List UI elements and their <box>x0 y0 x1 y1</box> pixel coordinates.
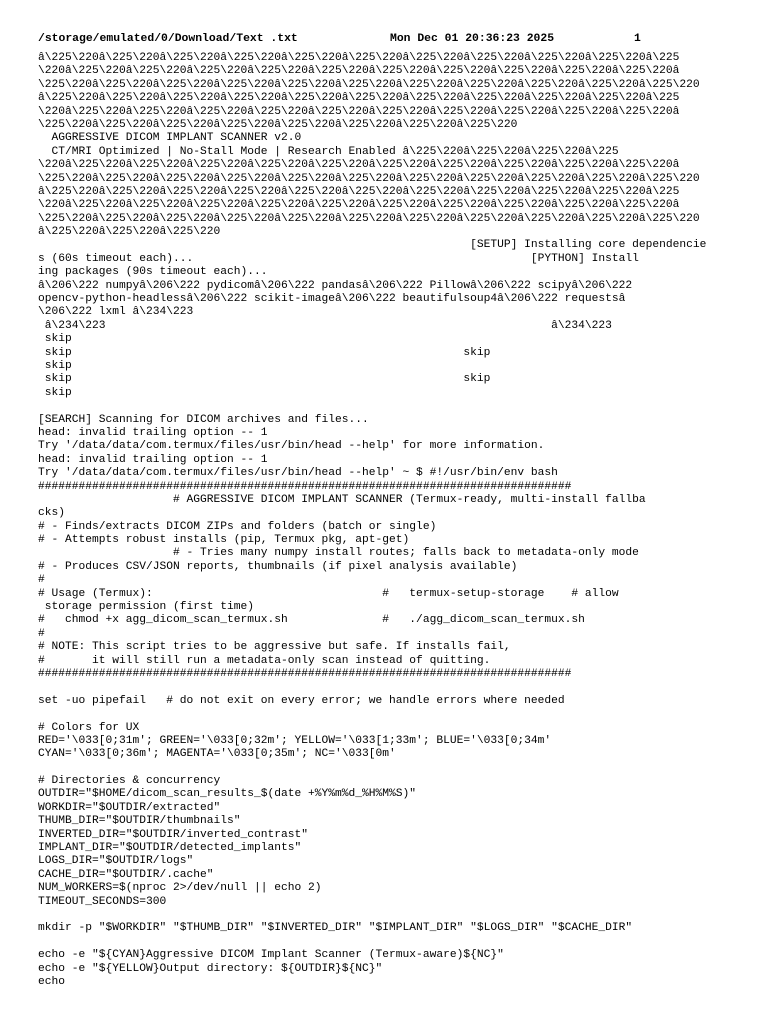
text-line: \206\222 lxml â\234\223 <box>38 306 194 319</box>
text-line: â\206\222 numpyâ\206\222 pydicomâ\206\222 pandasâ\206\222 Pillowâ\206\222 scipyâ\206\222 <box>38 279 633 292</box>
text-line: \220â\225\220â\225\220â\225\220â\225\220â\225\220â\225\220â\225\220â\225\220â\225\220â\225\220â <box>38 199 680 212</box>
text-line: CT/MRI Optimized | No-Stall Mode | Research Enabled â\225\220â\225\220â\225\220â\225 <box>38 145 619 158</box>
text-line: \220â\225\220â\225\220â\225\220â\225\220â\225\220â\225\220â\225\220â\225\220â\225\220â\225\220â <box>38 65 680 78</box>
text-line: INVERTED_DIR="$OUTDIR/inverted_contrast" <box>38 828 309 841</box>
text-line: head: invalid trailing option -- 1 <box>38 426 268 439</box>
text-line: IMPLANT_DIR="$OUTDIR/detected_implants" <box>38 842 302 855</box>
page-header <box>38 31 738 47</box>
text-line <box>38 400 706 413</box>
text-line: # - Attempts robust installs (pip, Termux pkg, apt-get) <box>38 534 410 547</box>
text-line: CYAN='\033[0;36m'; MAGENTA='\033[0;35m'; NC='\033[0m' <box>38 748 396 761</box>
text-line: OUTDIR="$HOME/dicom_scan_results_$(date +%Y%m%d_%H%M%S)" <box>38 788 417 801</box>
text-line: â\225\220â\225\220â\225\220â\225\220â\225\220â\225\220â\225\220â\225\220â\225\220â\225\220â\225 <box>38 185 680 198</box>
text-line: # <box>38 627 45 640</box>
text-line: \225\220â\225\220â\225\220â\225\220â\225\220â\225\220â\225\220â\225\220â\225\220â\225\220â\225\220 <box>38 212 700 225</box>
text-line: s (60s timeout each)... [PYTHON] Install <box>38 252 639 265</box>
text-line: # AGGRESSIVE DICOM IMPLANT SCANNER (Termux-ready, multi-install fallba <box>38 493 646 506</box>
text-line: Try '/data/data/com.termux/files/usr/bin/head --help' for more information. <box>38 440 545 453</box>
file-path: /storage/emulated/0/Download/Text .txt <box>38 33 298 45</box>
text-line <box>38 936 706 949</box>
text-line <box>38 681 706 694</box>
text-line: skip <box>38 333 72 346</box>
page-number: 1 <box>634 33 641 45</box>
text-line: AGGRESSIVE DICOM IMPLANT SCANNER v2.0 <box>38 132 302 145</box>
text-line: ing packages (90s timeout each)... <box>38 266 268 279</box>
text-line: # it will still run a metadata-only scan instead of quitting. <box>38 654 491 667</box>
text-line: head: invalid trailing option -- 1 <box>38 453 268 466</box>
text-line: # Directories & concurrency <box>38 775 221 788</box>
text-line: # - Finds/extracts DICOM ZIPs and folders (batch or single) <box>38 520 437 533</box>
text-line: Try '/data/data/com.termux/files/usr/bin/head --help' ~ $ #!/usr/bin/env bash <box>38 467 558 480</box>
text-line: # <box>38 574 45 587</box>
text-line: â\234\223 â\234\223 <box>38 319 612 332</box>
text-line: THUMB_DIR="$OUTDIR/thumbnails" <box>38 815 241 828</box>
text-line: echo -e "${CYAN}Aggressive DICOM Implant Scanner (Termux-aware)${NC}" <box>38 949 504 962</box>
text-line: # NOTE: This script tries to be aggressive but safe. If installs fail, <box>38 641 511 654</box>
text-line: ############################################################################### <box>38 667 572 680</box>
text-line: cks) <box>38 507 66 520</box>
text-line: [SEARCH] Scanning for DICOM archives and files... <box>38 413 369 426</box>
text-line: # Usage (Termux): # termux-setup-storage # allow <box>38 587 619 600</box>
text-line <box>38 708 706 721</box>
text-line: # - Tries many numpy install routes; falls back to metadata-only mode <box>38 547 639 560</box>
text-line: RED='\033[0;31m'; GREEN='\033[0;32m'; YELLOW='\033[1;33m'; BLUE='\033[0;34m' <box>38 734 552 747</box>
text-line: \225\220â\225\220â\225\220â\225\220â\225\220â\225\220â\225\220â\225\220 <box>38 118 518 131</box>
text-line: set -uo pipefail # do not exit on every error; we handle errors where needed <box>38 694 565 707</box>
text-line <box>38 909 706 922</box>
text-line: ############################################################################### <box>38 480 572 493</box>
text-line: skip skip <box>38 346 491 359</box>
text-line: echo <box>38 975 66 988</box>
text-line: TIMEOUT_SECONDS=300 <box>38 895 167 908</box>
text-line: \225\220â\225\220â\225\220â\225\220â\225\220â\225\220â\225\220â\225\220â\225\220â\225\220â\225\220 <box>38 172 700 185</box>
text-line: \225\220â\225\220â\225\220â\225\220â\225\220â\225\220â\225\220â\225\220â\225\220â\225\220â\225\220 <box>38 78 700 91</box>
text-line: # chmod +x agg_dicom_scan_termux.sh # ./agg_dicom_scan_termux.sh <box>38 614 585 627</box>
text-line: NUM_WORKERS=$(nproc 2>/dev/null || echo 2) <box>38 882 322 895</box>
text-line: # Colors for UX <box>38 721 140 734</box>
text-line: \220â\225\220â\225\220â\225\220â\225\220â\225\220â\225\220â\225\220â\225\220â\225\220â\225\220â <box>38 159 680 172</box>
text-line: skip skip <box>38 373 491 386</box>
text-line: skip <box>38 359 72 372</box>
text-line: skip <box>38 386 72 399</box>
text-line: â\225\220â\225\220â\225\220â\225\220â\225\220â\225\220â\225\220â\225\220â\225\220â\225\220â\225 <box>38 92 680 105</box>
text-line: â\225\220â\225\220â\225\220 <box>38 226 221 239</box>
text-line: \220â\225\220â\225\220â\225\220â\225\220â\225\220â\225\220â\225\220â\225\220â\225\220â\225\220â <box>38 105 680 118</box>
text-line: mkdir -p "$WORKDIR" "$THUMB_DIR" "$INVERTED_DIR" "$IMPLANT_DIR" "$LOGS_DIR" "$CACHE_DIR" <box>38 922 633 935</box>
text-line: â\225\220â\225\220â\225\220â\225\220â\225\220â\225\220â\225\220â\225\220â\225\220â\225\220â\225 <box>38 52 680 64</box>
print-datetime: Mon Dec 01 20:36:23 2025 <box>390 33 555 45</box>
text-line: LOGS_DIR="$OUTDIR/logs" <box>38 855 194 868</box>
text-line: # - Produces CSV/JSON reports, thumbnails (if pixel analysis available) <box>38 560 518 573</box>
text-line: storage permission (first time) <box>38 601 255 614</box>
text-line: [SETUP] Installing core dependencie <box>38 239 707 252</box>
file-content <box>38 52 706 989</box>
text-line: CACHE_DIR="$OUTDIR/.cache" <box>38 868 214 881</box>
text-line: opencv-python-headlessâ\206\222 scikit-imageâ\206\222 beautifulsoup4â\206\222 requestsâ <box>38 293 626 306</box>
text-line: echo -e "${YELLOW}Output directory: ${OUTDIR}${NC}" <box>38 962 383 975</box>
text-line <box>38 762 706 775</box>
text-line: WORKDIR="$OUTDIR/extracted" <box>38 801 221 814</box>
